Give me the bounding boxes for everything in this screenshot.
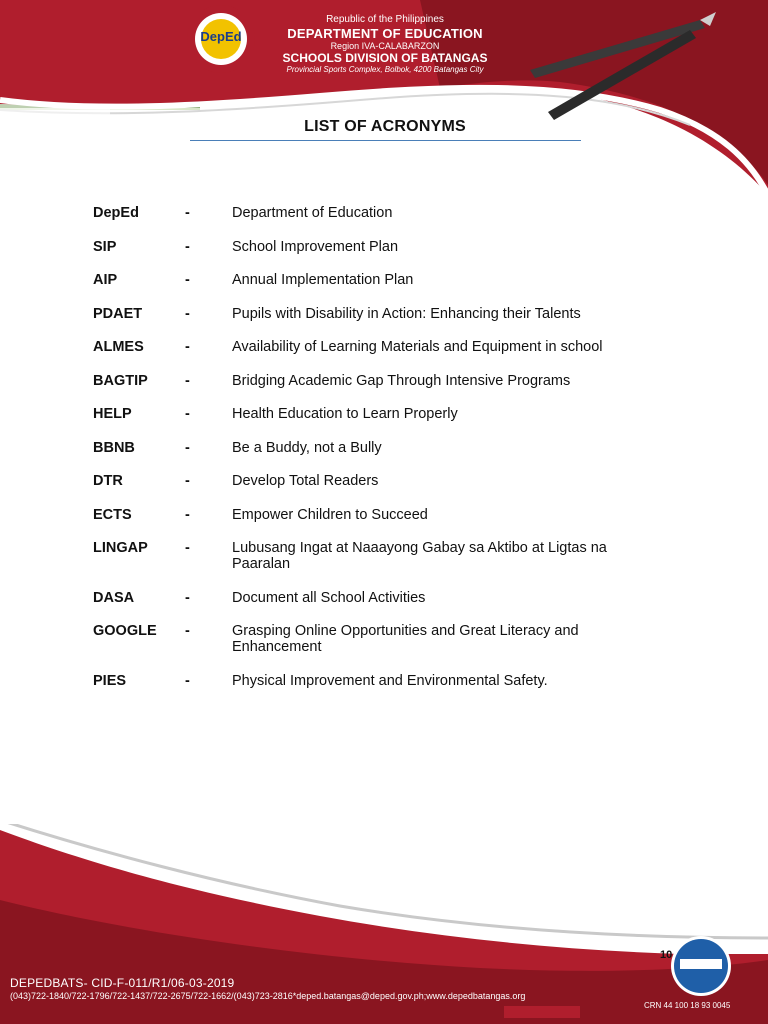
acronym-abbr: BBNB: [93, 439, 135, 456]
acronym-meaning: Document all School Activities: [232, 589, 426, 606]
footer-tab: [504, 1006, 580, 1018]
acronym-row: [93, 440, 653, 456]
acronym-meaning: Annual Implementation Plan: [232, 272, 414, 288]
department-name: DEPARTMENT OF EDUCATION: [287, 26, 483, 41]
acronym-dash: -: [185, 205, 190, 221]
republic-label: Republic of the Philippines: [326, 14, 444, 25]
page-number: 10: [660, 949, 673, 961]
acronym-dash: -: [185, 406, 190, 422]
form-code: DEPEDBATS- CID-F-011/R1/06-03-2019: [10, 976, 235, 990]
acronym-meaning: Physical Improvement and Environmental Safety.: [232, 672, 548, 689]
acronym-abbr: ECTS: [93, 506, 132, 523]
region-label: Region IVA-CALABARZON: [330, 41, 440, 51]
acronym-row: [93, 339, 653, 355]
acronym-meaning: Empower Children to Succeed: [232, 506, 428, 523]
acronym-row: [93, 205, 653, 221]
division-name: SCHOOLS DIVISION OF BATANGAS: [282, 51, 488, 65]
deped-seal: [186, 4, 256, 74]
acronym-row: [93, 507, 653, 523]
acronym-meaning: Availability of Learning Materials and Equipment in school: [232, 339, 603, 355]
acronym-row: [93, 306, 653, 322]
acronym-dash: -: [185, 339, 190, 355]
crn-number: CRN 44 100 18 93 0045: [644, 1001, 731, 1010]
acronym-row: [93, 406, 653, 422]
acronym-abbr: LINGAP: [93, 540, 148, 556]
acronym-dash: -: [185, 473, 190, 489]
title-underline: [190, 140, 581, 141]
acronym-dash: -: [185, 372, 190, 389]
acronym-row: [93, 673, 653, 689]
acronym-dash: -: [185, 540, 190, 556]
acronym-dash: -: [185, 623, 190, 639]
logo-label: DepEd: [200, 29, 242, 44]
acronym-row: [93, 473, 653, 489]
acronym-dash: -: [185, 238, 190, 255]
acronym-meaning: Health Education to Learn Properly: [232, 406, 458, 422]
acronym-meaning: School Improvement Plan: [232, 238, 399, 255]
acronym-abbr: DepEd: [93, 205, 139, 221]
acronym-abbr: DASA: [93, 589, 135, 606]
acronym-row: [93, 590, 653, 606]
acronym-row: [93, 623, 653, 655]
page-title: LIST OF ACRONYMS: [304, 118, 466, 135]
acronym-abbr: HELP: [93, 406, 132, 422]
acronym-list: [93, 205, 653, 689]
acronym-abbr: DTR: [93, 473, 123, 489]
acronym-abbr: AIP: [93, 272, 118, 288]
division-address: Provincial Sports Complex, Bolbok, 4200 Batangas City: [286, 65, 484, 74]
acronym-meaning: Department of Education: [232, 205, 393, 221]
acronym-dash: -: [185, 305, 190, 322]
tuv-iso-badge-icon: [670, 935, 732, 997]
acronym-meaning: Lubusang Ingat at Naaayong Gabay sa Aktibo at Ligtas na Paaralan: [232, 540, 607, 572]
acronym-abbr: PIES: [93, 672, 127, 689]
letterhead-text: [280, 14, 490, 75]
acronym-dash: -: [185, 672, 190, 689]
acronym-abbr: PDAET: [93, 305, 143, 322]
acronym-meaning: Pupils with Disability in Action: Enhancing their Talents: [232, 305, 581, 322]
acronym-dash: -: [185, 272, 190, 288]
acronym-dash: -: [185, 506, 190, 523]
acronym-dash: -: [185, 439, 190, 456]
acronym-row: [93, 373, 653, 389]
acronym-row: [93, 540, 653, 572]
letterhead: [0, 0, 768, 200]
acronym-meaning: Be a Buddy, not a Bully: [232, 439, 382, 456]
acronym-row: [93, 239, 653, 255]
acronym-meaning: Develop Total Readers: [232, 473, 379, 489]
acronym-abbr: ALMES: [93, 339, 144, 355]
letterfoot: [0, 820, 768, 1024]
contact-info: (043)722-1840/722-1796/722-1437/722-2675/722-1662/(043)723-2816*deped.batangas@deped.gov.ph;www.depedbatangas.org: [10, 991, 526, 1001]
acronym-meaning: Grasping Online Opportunities and Great Literacy and Enhancement: [232, 623, 579, 655]
acronym-row: [93, 272, 653, 288]
acronym-abbr: SIP: [93, 238, 117, 255]
acronym-meaning: Bridging Academic Gap Through Intensive Programs: [232, 372, 571, 389]
acronym-abbr: GOOGLE: [93, 623, 157, 639]
acronym-abbr: BAGTIP: [93, 372, 148, 389]
acronym-dash: -: [185, 589, 190, 606]
